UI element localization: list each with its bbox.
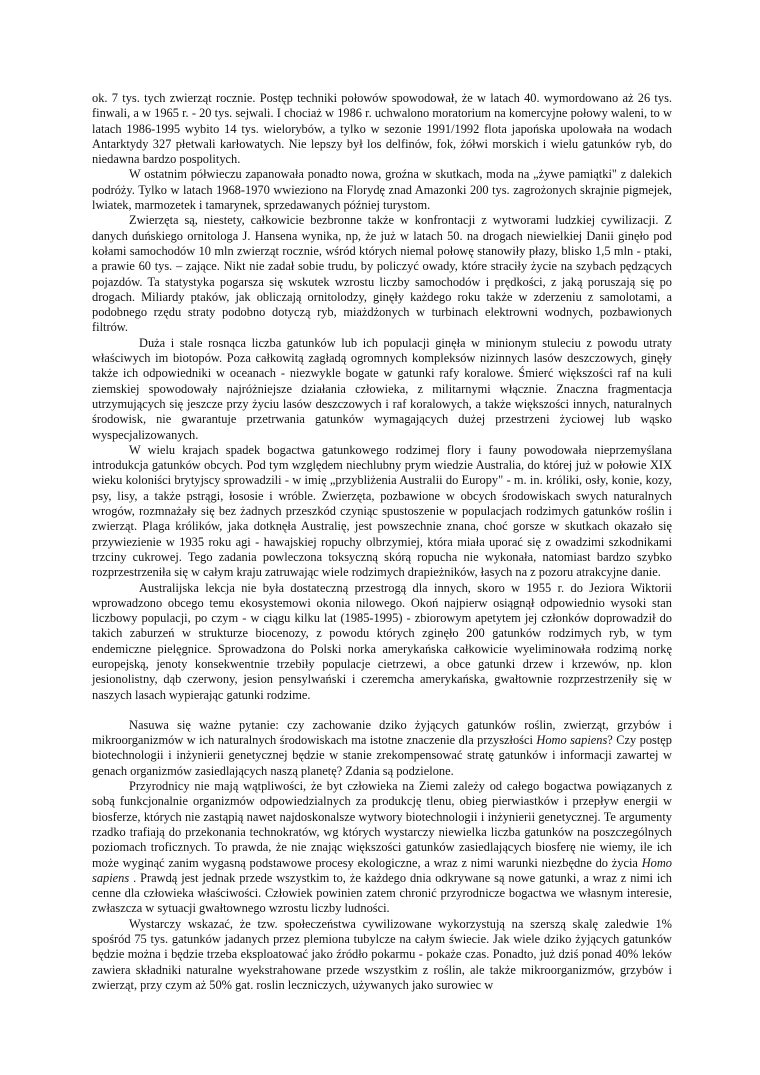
- paragraph-5: W wielu krajach spadek bogactwa gatunkowego rodzimej flory i fauny powodowała nieprzemyślana introdukcja gatunków obcych. Pod tym względem niechlubny prym wiedzie Australia, do której już w połowie XIX wieku koloniści brytyjscy sprowadzili - w imię „przybliżenia Australii do Europy" - m. in. króliki, osły, konie, kozy, psy, lisy, a także pstrągi, łososie i wróble. Zwierzęta, pozbawione w obcych środowiskach swych naturalnych wrogów, rozmnażały się bez żadnych przeszkód czyniąc spustoszenie w populacjach rodzimych gatunków roślin i zwierząt. Plaga królików, jaka dotknęła Australię, jest powszechnie znana, choć gorsze w skutkach okazało się przywiezienie w 1935 roku agi - hawajskiej ropuchy olbrzymiej, która miała uporać się z owadzimi szkodnikami trzciny cukrowej. Tego zadania powleczona toksyczną skórą ropucha nie wykonała, natomiast bardzo szybko rozprzestrzeniła się w całym kraju zatruwając wiele rodzimych drapieżników, łasych na z pozoru atrakcyjne danie.: [92, 442, 672, 580]
- document-body: [92, 91, 672, 993]
- paragraph-gap: [92, 703, 672, 718]
- paragraph-7: [92, 718, 672, 779]
- paragraph-7-text-b: ? Czy postęp biotechnologii i inżynierii genetycznej będzie w stanie zrekompensować stratę gatunków i informacji zawartej w genach organizmów zasiedlających naszą planetę? Zdania są podzielone.: [92, 733, 672, 778]
- paragraph-9: Wystarczy wskazać, że tzw. społeczeństwa cywilizowane wykorzystują na szerszą skalę zaledwie 1% spośród 75 tys. gatunków jadanych przez plemiona tubylcze na całym świecie. Jak wiele dziko żyjących gatunków będzie można i będzie trzeba eksploatować jako źródło pokarmu - pokaże czas. Ponadto, już dziś ponad 40% leków zawiera składniki naturalne wyekstrahowane przede wszystkim z roślin, ale także mikroorganizmów, grzybów i zwierząt, przy czym aż 50% gat. roslin leczniczych, używanych jako surowiec w: [92, 916, 672, 992]
- paragraph-1: ok. 7 tys. tych zwierząt rocznie. Postęp techniki połowów spowodował, że w latach 40. wymordowano aż 26 tys. finwali, a w 1965 r. - 20 tys. sejwali. I chociaż w 1986 r. uchwalono moratorium na komercyjne połowy waleni, to w latach 1986-1995 wybito 14 tys. wielorybów, a tylko w sezonie 1991/1992 flota japońska upolowała na wodach Antarktydy 327 płetwali karłowatych. Nie lepszy był los delfinów, fok, żółwi morskich i wielu gatunków ryb, do niedawna bardzo pospolitych.: [92, 91, 672, 167]
- paragraph-2: W ostatnim półwieczu zapanowała ponadto nowa, groźna w skutkach, moda na „żywe pamiątki" z dalekich podróży. Tylko w latach 1968-1970 wwieziono na Florydę znad Amazonki 200 tys. zagrożonych skrajnie pigmejek, lwiatek, marmozetek i tamarynek, sprzedawanych później turystom.: [92, 167, 672, 213]
- paragraph-6: Australijska lekcja nie była dostateczną przestrogą dla innych, skoro w 1955 r. do Jeziora Wiktorii wprowadzono obcego temu ekosystemowi okonia nilowego. Okoń najpierw osiągnął odpowiednio wysoki stan liczbowy populacji, po czym - w ciągu kilku lat (1985-1995) - zbiorowym apetytem jej członków doprowadził do takich zaburzeń w strukturze biocenozy, z powodu których zginęło 200 gatunków rodzimych ryb, w tym endemiczne pielęgnice. Sprowadzona do Polski norka amerykańska całkowicie wyeliminowała rodzimą norkę europejską, jenoty konsekwentnie trzebiły populacje cietrzewi, a obce gatunki drzew i krzewów, np. klon jesionolistny, dąb czerwony, jesion pensylwański i czeremcha amerykańska, gwałtownie rozprzestrzeniły się w naszych lasach wypierając gatunki rodzime.: [92, 580, 672, 702]
- paragraph-8-text-b: . Prawdą jest jednak przede wszystkim to, że każdego dnia odkrywane są nowe gatunki, a wraz z nimi ich cenne dla człowieka właściwości. Człowiek powinien zatem chronić przyrodnicze bogactwa we własnym interesie, zwłaszcza w sytuacji gwałtownego wzrostu liczby ludności.: [92, 870, 672, 916]
- paragraph-4: Duża i stale rosnąca liczba gatunków lub ich populacji ginęła w minionym stuleciu z powodu utraty właściwych im biotopów. Poza całkowitą zagładą ogromnych kompleksów nizinnych lasów deszczowych, ginęły także ich odpowiedniki w oceanach - niezwykle bogate w gatunki rafy koralowe. Śmierć większości raf na kuli ziemskiej spowodowały najróżniejsze działania człowieka, z militarnymi włącznie. Znaczna fragmentacja utrzymujących się jeszcze przy życiu lasów deszczowych i raf koralowych, a także większości innych, naturalnych środowisk, nie gwarantuje przetrwania gatunków wymagających dużej przestrzeni życiowej lub wąsko wyspecjalizowanych.: [92, 335, 672, 442]
- paragraph-8-text-a: Przyrodnicy nie mają wątpliwości, że byt człowieka na Ziemi zależy od całego bogactwa powiązanych z sobą funkcjonalnie organizmów odpowiedzialnych za produkcję tlenu, obieg pierwiastków i przepływ energii w biosferze, których nie zastąpią nawet najdoskonalsze wytwory biotechnologii i inżynierii genetycznej. Te argumenty rzadko trafiają do przekonania technokratów, wg których wystarczy niewielka liczba gatunków na poszczególnych poziomach troficznych. To prawda, że nie znając większości gatunków zasiedlających biosferę nie wiemy, ile ich może wyginąć zanim wygasną podstawowe procesy ekologiczne, a wraz z nimi warunki niezbędne do życia: [92, 779, 672, 870]
- paragraph-3: Zwierzęta są, niestety, całkowicie bezbronne także w konfrontacji z wytworami ludzkiej cywilizacji. Z danych duńskiego ornitologa J. Hansena wynika, np, że już w latach 50. na drogach niewielkiej Danii ginęło pod kołami samochodów 10 mln zwierząt rocznie, wśród których niemal połowę stanowiły płazy, blisko 1,5 mln - ptaki, a prawie 60 tys. – zające. Nikt nie zadał sobie trudu, by policzyć owady, które straciły życie na szybach pędzących pojazdów. Ta statystyka pogarsza się wskutek wzrostu liczby samochodów i prędkości, z jaką poruszają się po drogach. Miliardy ptaków, jak obliczają ornitolodzy, ginęły każdego roku także w zderzeniu z samolotami, a podobnego rzędu straty podobno dotyczą ryb, miażdżonych w turbinach elektrowni wodnych, pozbawionych filtrów.: [92, 213, 672, 335]
- paragraph-8-species: Homo sapiens: [92, 855, 672, 885]
- paragraph-7-species: Homo sapiens: [536, 733, 608, 748]
- paragraph-7-text-a: Nasuwa się ważne pytanie: czy zachowanie dziko żyjących gatunków roślin, zwierząt, grzybów i mikroorganizmów w ich naturalnych środowiskach ma istotne znaczenie dla przyszłości: [92, 717, 672, 748]
- paragraph-8: [92, 779, 672, 917]
